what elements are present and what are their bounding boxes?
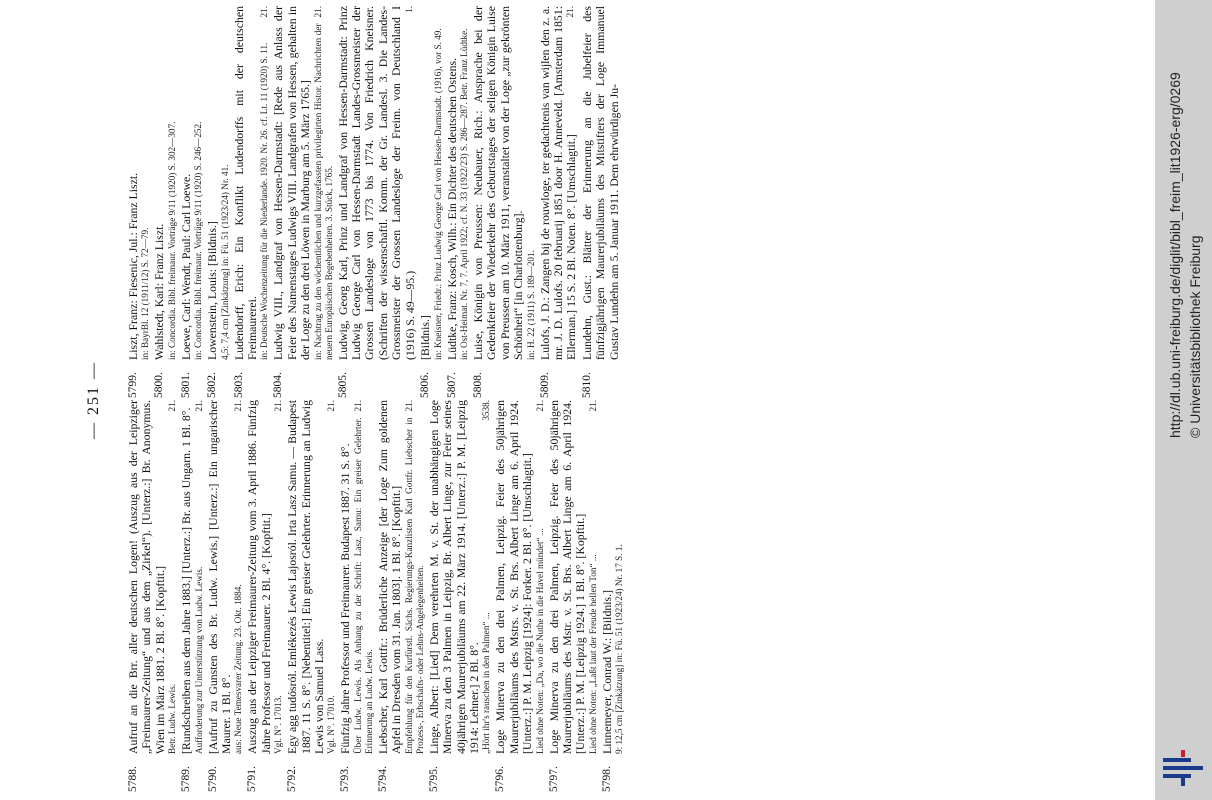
entry-note xyxy=(326,400,337,754)
entry-body xyxy=(153,6,177,360)
entry-note xyxy=(353,400,375,754)
entry-note-text: in: Nachtrag zu den wöchentlichen und kurzgefassten privilegirten Histor. Nachrichten der neuern Europäischen Begebenheiten. 3. Stück, 1765. xyxy=(312,23,334,360)
entry-body xyxy=(581,6,621,360)
entry-body xyxy=(339,400,374,754)
entry-number: 5808. xyxy=(471,372,484,398)
entry-note xyxy=(273,400,284,754)
entry-text: Ludendorff, Erich: Ein Konflikt Ludendorffs mit der deutschen Freimaurerei. xyxy=(231,6,260,360)
entry-number: 5802. xyxy=(206,372,219,398)
bibliography-entry xyxy=(419,6,443,398)
copyright-notice: © Universitätsbibliothek Freiburg xyxy=(1187,235,1203,438)
entry-note: in: Ost-Heimat. Nr. 7, 7. April 1922; cf. N. 33 (1922/23) S. 286—287. Betr. Franz Lüdtke. xyxy=(458,28,469,360)
entry-note-text: Lied ohne Noten: „Laßt laut der Freude hellen Ton“ ... xyxy=(587,554,598,754)
entry-note-text: aus: Neue Temesvarer Zeitung. 23. Okt. 1884. xyxy=(233,584,244,754)
entry-signature: 21. xyxy=(352,400,363,412)
entry-note xyxy=(167,400,178,754)
entry-text: Loge Minerva zu den drei Palmen, Leipzig. Feier des 50jährigen Maurerjubiläums des Mstr. v. St. Brs. Albert Linge am 6. April 1924. [Unterz.:] P. M. [Leipzig 1924.] 1 Bl. 8°. [Kopftit.] xyxy=(546,400,588,754)
logo-bar-3 xyxy=(1163,774,1191,778)
entry-note: 9: 12,5 cm [Zinkätzung] in: Fü. 51 (1923/24) Nr. 17 S. 1. xyxy=(614,544,625,754)
entry-signature: 21. xyxy=(534,400,545,412)
entry-text: Lulofs, J. D.: Zangen bij de rouwloge, ter gedachtenis van wijlen den z. a. mr. J. D. Lulofs. 20 februarij 1851 door H. Anneveld. [Amsterdam 1851: Ellerman.] 15 S. 2 Bl. Noten. 8°. [Umschlagtit.] xyxy=(537,6,579,360)
entry-note: in: Concordia. Bibl. freimaur. Vorträge 9/11 (1920) S. 246—252. xyxy=(193,121,204,360)
entry-body xyxy=(601,400,625,754)
entry-body xyxy=(548,400,599,754)
entry-text: Linnemeyer, Conrad W.: [Bildnis.] xyxy=(599,589,614,754)
entry-text: Linge, Albert: [Lied] Dem verehrten M. v. St. der unabhängigen Loge Minerva zu den 3 Palmen in Leipzig, Br. Albert Linge, zur Feier seines 40jährigen Maurerjubiläums am 22. März 1914. [Unterz.:] P. M. [Leipzig 1914: Lehner.] 2 Bl. 8°. xyxy=(426,400,481,754)
bibliography-entry xyxy=(180,6,204,398)
entry-note xyxy=(233,400,244,754)
entry-text: Egy agg tudósról. Emlékezés Lewis Lajosról. Irta Lasz Samu. — Budapest 1887. 11 S. 8°. [Nebentitel:] Ein greiser Gelehrter. Erinnerung an Ludwig Lewis von Samuel Lass. xyxy=(285,400,327,754)
entry-signature: 21. xyxy=(326,400,337,412)
entry-body xyxy=(207,400,245,754)
bibliography-entry xyxy=(446,6,470,398)
entry-text: Liszt, Franz: Fiesenic, Jul.: Franz Liszt. xyxy=(126,172,140,360)
entry-text: Luise, Königin von Preussen: Neubauer, Rich.: Ansprache bei der Gedenkfeier der Wiederkehr des Geburtstages der seligen Königin Luise von Preussen am 10. März 1911, veranstaltet von der Loge „zur gekrönten Schönheit“ [in Charlottenburg]. xyxy=(470,6,526,360)
entry-body xyxy=(272,6,334,360)
entry-signature: 3538. xyxy=(481,400,492,421)
entry-signature: 21. xyxy=(273,400,284,412)
entry-body xyxy=(337,6,417,360)
bibliography-entry xyxy=(548,400,599,792)
bibliography-entry xyxy=(286,400,337,792)
entry-number: 5800. xyxy=(153,372,166,398)
entry-note xyxy=(259,6,270,360)
entry-note-text: „Hört ihr's rauschen in den Palmen“ ... xyxy=(481,612,492,754)
entry-note-text: Lied ohne Noten: „Da, wo die Nuthe in die Havel mündet“ ... xyxy=(534,528,545,754)
library-logo-icon xyxy=(1163,748,1203,788)
entry-text: Auszug aus der Leipziger Freimaurer-Zeitung vom 3. April 1886. Fünfzig Jahre Professor und Freimaurer. 2 Bl. 4°. [Kopftit.] xyxy=(245,400,273,754)
entry-note-text: Vgl. N°. 17013. xyxy=(273,695,284,754)
entry-number: 5805. xyxy=(336,372,349,398)
entry-signature: 21. xyxy=(312,6,323,18)
entry-body xyxy=(127,6,151,360)
entry-body xyxy=(180,6,204,360)
entry-note: in: Concordia. Bibl. freimaur. Vorträge 9/11 (1920) S. 302—307. xyxy=(166,121,177,360)
entry-number: 5792. xyxy=(286,766,299,792)
entry-signature: 21. xyxy=(565,6,576,18)
bibliography-entry xyxy=(206,6,230,398)
entry-text: Wahlstedt, Karl: Franz Liszt. xyxy=(152,223,167,360)
entry-body xyxy=(446,6,470,360)
bibliography-entry xyxy=(428,400,493,792)
entry-number: 5810. xyxy=(580,372,593,398)
entry-note: in: H. 22 (1911) S. 189—201. xyxy=(525,250,536,360)
entry-text: [Bildnis.] xyxy=(418,315,433,360)
entry-number: 5804. xyxy=(272,372,285,398)
left-column xyxy=(127,400,627,792)
entry-text: Lundehn, Gust.: Blätter der Erinnerung an die Jubelfeier des fünfzigjährigen Maurerjubiläums des Mitstifters der Loge Immanuel Gustav Lundehn am 5. Januar 1911. Dem ehrwürdigen Ju- xyxy=(579,6,621,360)
entry-text: Ludwig, Georg Karl, Prinz und Landgraf von Hessen-Darmstadt: Prinz Ludwig George Carl von Hessen-Darmstadt Landes-Grossmeister der Grossen Landesloge von 1773 bis 1774. Von Friedrich Kneisner. (Schriften der wissenschaftl. Komm. der Gr. Landesl. 3. Die Landes-Grossmeister der Grossen Landesloge der Freim. von Deutschland I (1916) S. 49—95.) xyxy=(335,6,417,360)
entry-text: Aufruf an die Brr. aller deutschen Logen! (Auszug aus der Leipziger „Freimaurer-Zeitung“ und aus dem „Zirkel“). [Unterz.:] Br. Anonymus. Wien im März 1881. 2 Bl. 8°. [Kopftit.] xyxy=(126,400,167,754)
entry-note xyxy=(588,400,599,754)
entry-number: 5797. xyxy=(547,766,560,792)
entry-text: [Rundschreiben aus dem Jahre 1883.] [Unterz.:] Br. aus Ungarn. 1 Bl. 8°. xyxy=(179,407,194,754)
entry-number: 5794. xyxy=(376,766,389,792)
entry-text: Ludwig VIII., Landgraf von Hessen-Darmstadt: [Rede aus Anlass der Feier des Namenstages Ludwigs VIII. Landgrafen von Hessen, gehalten in der Loge zu den drei Löwen in Marburg am 5. März 1765.] xyxy=(271,6,313,360)
entry-signature: 21. xyxy=(193,400,204,412)
entry-signature: 21. xyxy=(167,400,178,412)
entry-note: 4,5: 7,4 cm [Zinkätzung] in: Fü. 51 (1923/24) Nr. 41. xyxy=(219,164,230,360)
bibliography-entry xyxy=(153,6,177,398)
entry-body xyxy=(494,400,545,754)
entry-body xyxy=(419,6,443,360)
entry-text: [Aufruf zu Gunsten des Br. Ludw. Lewis.] [Unterz.:] Ein ungarischer Maurer. 1 Bl. 8°. xyxy=(205,400,234,754)
entry-number: 5798. xyxy=(600,766,613,792)
entry-body xyxy=(246,400,284,754)
entry-number: 5793. xyxy=(339,766,352,792)
entry-body xyxy=(428,400,493,754)
rotated-page-content xyxy=(75,0,1135,800)
entry-note xyxy=(404,400,426,754)
source-url-link[interactable]: http://dl.ub.uni-freiburg.de/diglit/bibl_freim_lit1926-erg/0269 xyxy=(1167,72,1183,438)
bibliography-entry xyxy=(127,6,151,398)
bibliography-entry xyxy=(581,6,621,398)
entry-number: 5791. xyxy=(246,766,259,792)
bibliography-entry xyxy=(494,400,545,792)
bibliography-entry xyxy=(472,6,537,398)
entry-body xyxy=(377,400,426,754)
entry-number: 5795. xyxy=(427,766,440,792)
entry-signature: 21. xyxy=(233,400,244,412)
entry-number: 5806. xyxy=(419,372,432,398)
entry-body xyxy=(472,6,537,360)
bibliography-entry xyxy=(539,6,579,398)
entry-body xyxy=(539,6,579,360)
entry-signature: 21. xyxy=(403,400,414,412)
entry-number: 5809. xyxy=(538,372,551,398)
entry-note xyxy=(194,400,205,754)
sidebar-text-block xyxy=(1155,0,1212,800)
entry-number: 5803. xyxy=(232,372,245,398)
viewer-sidebar xyxy=(1155,0,1212,800)
bibliography-entry xyxy=(339,400,374,792)
entry-body xyxy=(233,6,271,360)
right-column xyxy=(127,6,623,398)
bibliography-entry xyxy=(127,400,178,792)
entry-text: Fünfzig Jahre Professor und Freimaurer. Budapest 1887. 31 S. 8°. xyxy=(338,443,353,754)
entry-note xyxy=(313,6,335,360)
entry-text: Loewe, Carl: Wendt, Paul: Carl Loewe. xyxy=(178,173,193,360)
entry-note xyxy=(481,400,492,754)
entry-number: 5788. xyxy=(127,766,139,792)
bibliography-entry xyxy=(272,6,334,398)
entry-note-text: Über Ludw. Lewis. Als Anhang zu der Schrift: Lasz, Samu: Ein greiser Gelehrter. Erinnerung an Ludw. Lewis. xyxy=(352,417,374,754)
logo-bar-1 xyxy=(1163,758,1191,762)
entry-note-text: Betr. Ludw. Lewis. xyxy=(167,683,178,754)
entry-note-text: Empfehlung für den Kurfürstl. Sächs. Regierungs-Kanzlisten Karl Gottfr. Liebscher in Prozess-, Erbschafts- oder Lehns-Angelegenheiten. xyxy=(403,417,425,754)
logo-bar-2 xyxy=(1163,766,1203,770)
bibliography-entry xyxy=(207,400,245,792)
entry-body xyxy=(127,400,178,754)
bibliography-entry xyxy=(337,6,417,398)
entry-text: Lüdtke, Franz: Kosch, Wilh.: Ein Dichter des deutschen Ostens. xyxy=(444,57,459,360)
bibliography-entry xyxy=(246,400,284,792)
entry-body xyxy=(180,400,204,754)
entry-note-text: Vgl. N°. 17010. xyxy=(326,695,337,754)
entry-signature: 21. xyxy=(259,6,270,18)
logo-stem xyxy=(1181,778,1185,786)
entry-number: 5796. xyxy=(494,766,507,792)
bibliography-entry xyxy=(601,400,625,792)
entry-text: Liebscher, Karl Gottfr.: Brüderliche Anzeige [der Loge Zum goldenen Apfel in Dresden vom 31. Jan. 1803]. 1 Bl. 8°. [Kopftit.] xyxy=(375,400,404,754)
entry-text: Lowenstein, Louis: [Bildnis.] xyxy=(205,221,220,360)
entry-note: in: BayrBl. 12 (1911/12) S. 72—79. xyxy=(140,227,151,360)
entry-number: 5801. xyxy=(179,372,192,398)
entry-note: in: Kneisner, Friedr.: Prinz Ludwig George Carl von Hessen-Darmstadt. (1916), vor S. 49. xyxy=(432,28,443,360)
entry-signature: 21. xyxy=(587,400,598,412)
bibliography-entry xyxy=(180,400,204,792)
entry-number: 5789. xyxy=(180,766,193,792)
entry-text: Loge Minerva zu den drei Palmen, Leipzig. Feier des 50jährigen Maurerjubiläums des Mstrs. v. St. Brs. Albert Linge am 6. April 1924. [Unterz.:] P. M. Leipzig [1924]: Forker. 2 Bl. 8°. [Umschlagtit.] xyxy=(493,400,535,754)
page-running-head: — 251 — xyxy=(85,361,102,439)
entry-number: 5807. xyxy=(445,372,458,398)
entry-body xyxy=(206,6,230,360)
entry-note-text: in: Deutsche Wochenzeitung für die Niederlande. 1920. Nr. 26. cf. Lt. 11 (1920) S. 11. xyxy=(259,42,270,360)
entry-note xyxy=(535,400,546,754)
entry-signature: 1. xyxy=(403,6,414,13)
entry-body xyxy=(286,400,337,754)
entry-number: 5790. xyxy=(206,766,219,792)
entry-note-text: Aufforderung zur Unterstützung von Ludw. Lewis. xyxy=(193,566,204,754)
logo-accent xyxy=(1181,750,1185,757)
bibliography-entry xyxy=(377,400,426,792)
entry-number: 5799. xyxy=(127,372,139,398)
bibliography-entry xyxy=(233,6,271,398)
